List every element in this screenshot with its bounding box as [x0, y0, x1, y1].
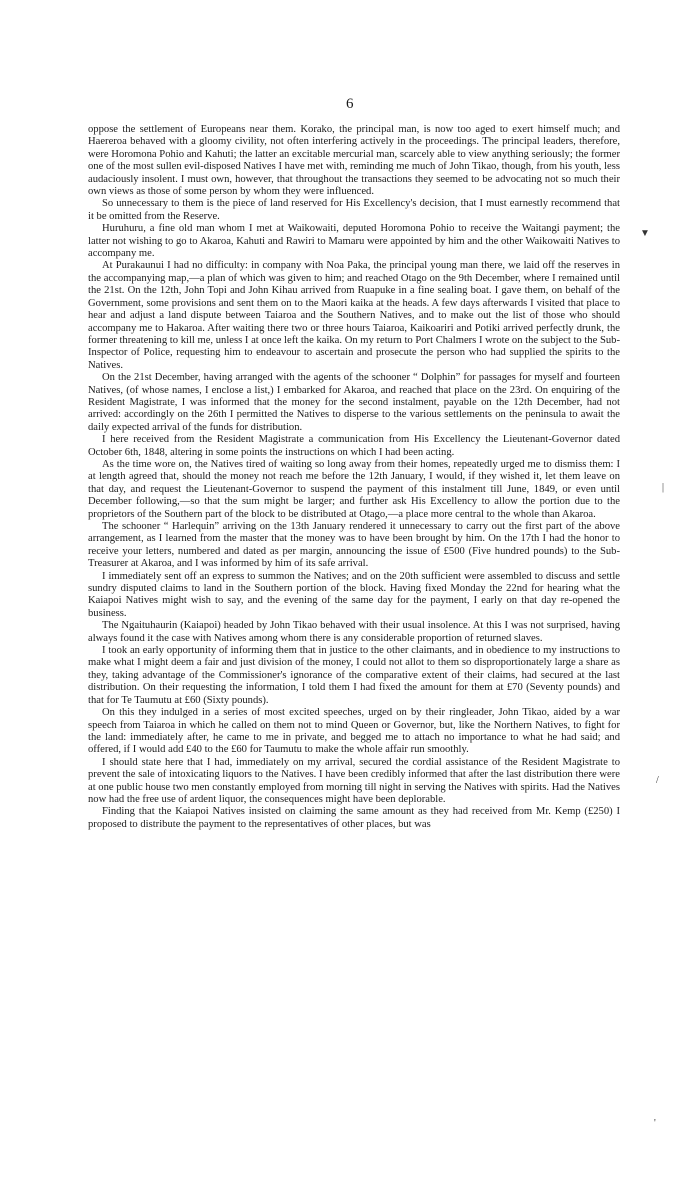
paragraph: The Ngaituhaurin (Kaiapoi) headed by John Tikao behaved with their usual insolence. At this I was not surprised, having always found it the case with Natives among whom there is any considerable proportion of returned slaves.	[88, 620, 620, 644]
paragraph: So unnecessary to them is the piece of land reserved for His Excellency's decision, that I must earnestly recommend that it be omitted from the Reserve.	[88, 198, 620, 222]
margin-mark: ▼	[640, 228, 650, 239]
paragraph: Huruhuru, a fine old man whom I met at Waikowaiti, deputed Horomona Pohio to receive the Waitangi payment; the latter not wishing to go to Akaroa, Kahuti and Rawiri to Mamaru were appointed by him and the other Waikowaiti Natives to accompany me.	[88, 223, 620, 260]
paragraph: Finding that the Kaiapoi Natives insisted on claiming the same amount as they had received from Mr. Kemp (£250) I proposed to distribute the payment to the representatives of other places, but was	[88, 806, 620, 830]
paragraph: I immediately sent off an express to summon the Natives; and on the 20th sufficient were assembled to discuss and settle sundry disputed claims to land in the Southern portion of the block. Having fixed Monday the 22nd for hearing what the Kaiapoi Natives might wish to say, and the evening of the same day for the payment, I early on that day re-opened the business.	[88, 570, 620, 619]
paragraph: On this they indulged in a series of most excited speeches, urged on by their ringleader, John Tikao, aided by a war speech from Taiaroa in which he called on them not to mind Queen or Governor, but, like the Northern Natives, to fight for the land: immediately after, he came to me in private, and begged me to attach no importance to what he had said; and offered, if I would add £40 to the £60 for Taumutu to make the whole affair run smoothly.	[88, 707, 620, 756]
paragraph: As the time wore on, the Natives tired of waiting so long away from their homes, repeatedly urged me to dismiss them: I at length agreed that, should the money not reach me before the 12th January, I would, if they wished it, let them leave on that day, and request the Lieutenant-Governor to suspend the payment of this instalment till June, 1849, or even until December following,—so that the sum might be larger; and further ask His Excellency to allow the portion due to the proprietors of the Southern part of the block to be distributed at Otago,—a place more central to the whole than Akaroa.	[88, 458, 620, 520]
paragraph: I here received from the Resident Magistrate a communication from His Excellency the Lieutenant-Governor dated October 6th, 1848, altering in some points the instructions on which I had been acting.	[88, 434, 620, 458]
body-text	[88, 124, 620, 831]
margin-mark: /	[656, 775, 659, 786]
paragraph: I took an early opportunity of informing them that in justice to the other claimants, and in obedience to my instructions to make what I might deem a fair and just division of the money, I could not allot to them so disproportionately large a share as they, taking advantage of the Commissioner's ignorance of the comparative extent of their claims, had secured at the last distribution. On their requesting the information, I told them I had fixed the amount for them at £70 (Seventy pounds) and that for Te Taumutu at £60 (Sixty pounds).	[88, 645, 620, 706]
paragraph: oppose the settlement of Europeans near them. Korako, the principal man, is now too aged to exert himself much; and Haereroa behaved with a gloomy civility, not often interfering actively in the proceedings. The principal leaders, therefore, were Horomona Pohio and Kahuti; the latter an excitable mercurial man, scarcely able to view anything seriously; the former one of the most sullen evil-disposed Natives I have met with, reminding me much of John Tikao, though, from his youth, less audaciously insolent. I must own, however, that throughout the transactions they seemed to be advocating not so much their own views as those of some person by whom they were influenced.	[88, 124, 620, 198]
paragraph: I should state here that I had, immediately on my arrival, secured the cordial assistance of the Resident Magistrate to prevent the sale of intoxicating liquors to the Natives. I have been credibly informed that after the last distribution there were at one public house two men constantly employed from morning till night in serving the Natives with spirits. Had the Natives now had the free use of ardent liquor, the consequences might have been deplorable.	[88, 756, 620, 805]
margin-mark: '	[654, 1118, 656, 1129]
paragraph: The schooner “ Harlequin” arriving on the 13th January rendered it unnecessary to carry out the first part of the above arrangement, as I learned from the master that the money was to have been brought by him. On the 17th I had the honor to receive your letters, numbered and dated as per margin, announcing the issue of £500 (Five hundred pounds) to the Sub-Treasurer at Akaroa, and I was informed by him of its safe arrival.	[88, 521, 620, 570]
page-number: 6	[346, 96, 354, 112]
paragraph: On the 21st December, having arranged with the agents of the schooner “ Dolphin” for passages for myself and fourteen Natives, (of whose names, I enclose a list,) I embarked for Akaroa, and reached that place on the 23rd. On enquiring of the Resident Magistrate, I was informed that the money for the second instalment, payable on the 12th December, had not arrived: accordingly on the 26th I permitted the Natives to disperse to the various settlements on the peninsula to await the daily expected arrival of the funds for distribution.	[88, 372, 620, 433]
margin-mark: |	[662, 482, 665, 493]
paragraph: At Purakaunui I had no difficulty: in company with Noa Paka, the principal young man there, we laid off the reserves in the accompanying map,—a plan of which was given to him; and reached Otago on the 9th December, where I remained until the 21st. On the 12th, John Topi and John Kihau arrived from Ruapuke in a fine sealing boat. I gave them, on behalf of the Government, some provisions and sent them on to the Maori kaika at the heads. A few days afterwards I visited that place to hear and adjust a land dispute between Taiaroa and the Southern Natives, and to make out the list of those who should accompany me to Hakaroa. After waiting there two or three hours Taiaroa, Kaikoariri and Potiki arrived perfectly drunk, the former threatening to kill me, unless I at once left the kaika. On my return to Port Chalmers I wrote on the subject to the Sub-Inspector of Police, requesting him to endeavour to ascertain and prosecute the person who had supplied the spirits to the Natives.	[88, 260, 620, 371]
